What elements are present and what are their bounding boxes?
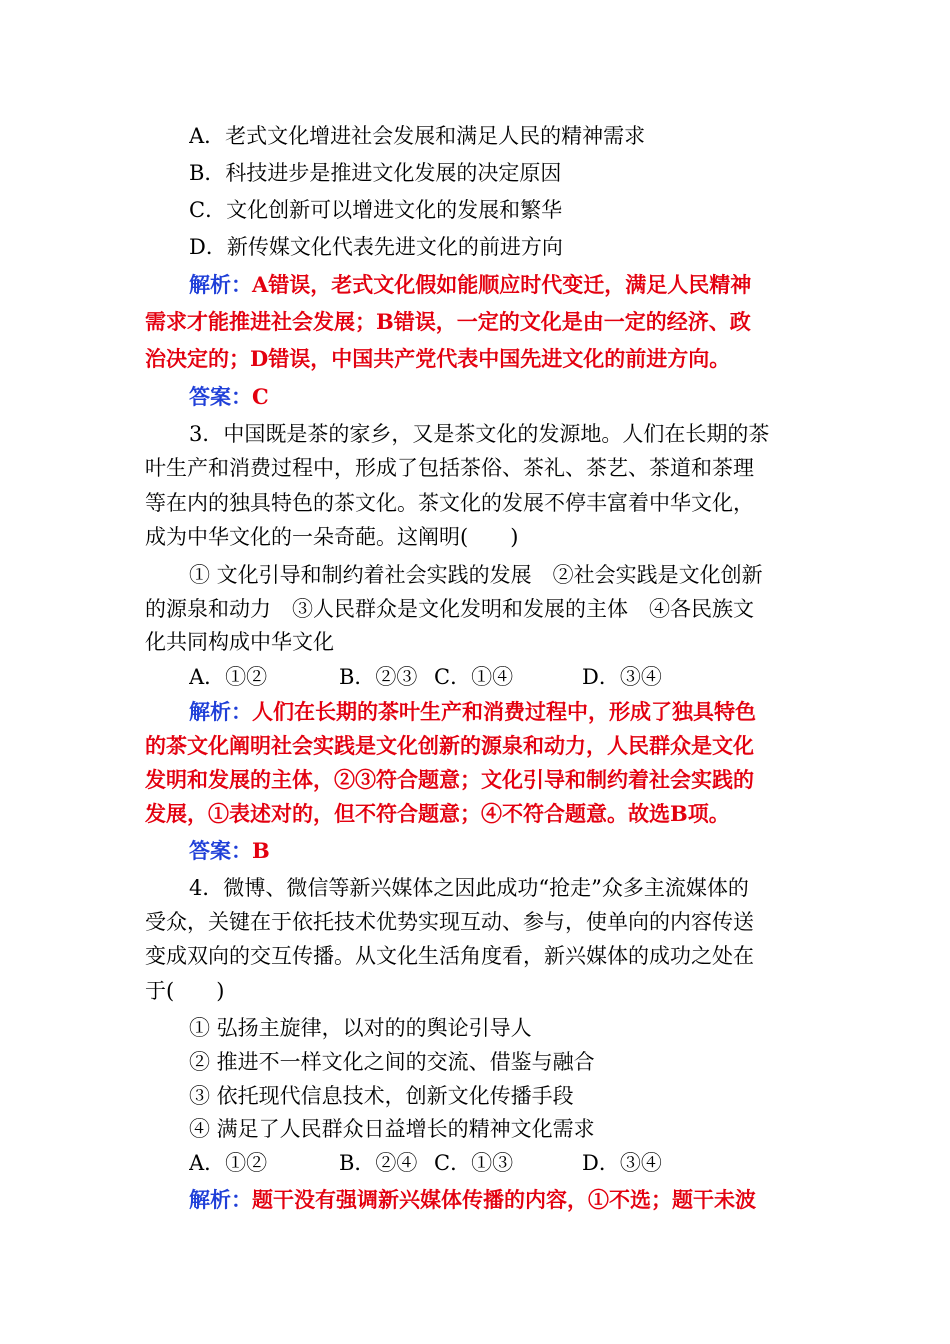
q3-choices [189, 660, 810, 694]
q3-answer-label: 答案： [189, 838, 252, 863]
q3-analysis-label: 解析： [189, 699, 252, 724]
q4-statement-1: ① 弘扬主旋律，以对的的舆论引导人 [189, 1016, 532, 1040]
q3-choice-c: C．①④ [434, 665, 514, 689]
q4-analysis-label: 解析： [189, 1187, 252, 1212]
q4-stem-line-3: 变成双向的交互传播。从文化生活角度看，新兴媒体的成功之处在 [145, 944, 754, 968]
q3-analysis-line-1 [189, 695, 810, 729]
q2-analysis-line-3: 治决定的；D错误，中国共产党代表中国先进文化的前进方向。 [145, 346, 731, 371]
q3-statements-line-3: 化共同构成中华文化 [145, 630, 334, 654]
q2-analysis-text: A错误，老式文化假如能顺应时代变迁，满足人民精神 [252, 272, 752, 297]
q2-analysis-line-1 [189, 268, 810, 302]
q3-analysis-text: 人们在长期的茶叶生产和消费过程中，形成了独具特色 [252, 699, 756, 724]
q2-answer-value: C [252, 384, 269, 409]
q4-analysis-line-1 [189, 1183, 810, 1217]
q2-option-d: D．新传媒文化代表先进文化的前进方向 [189, 235, 563, 259]
q4-statement-2: ② 推进不一样文化之间的交流、借鉴与融合 [189, 1050, 595, 1074]
q3-answer-value: B [252, 838, 270, 863]
q3-choice-d: D．③④ [582, 665, 662, 689]
q4-stem-line-1: 4．微博、微信等新兴媒体之因此成功“抢走”众多主流媒体的 [189, 876, 749, 900]
q4-choice-d: D．③④ [582, 1151, 662, 1175]
q4-statement-4: ④ 满足了人民群众日益增长的精神文化需求 [189, 1117, 595, 1141]
q2-analysis-line-2: 需求才能推进社会发展；B错误，一定的文化是由一定的经济、政 [145, 309, 751, 334]
q2-option-a: A．老式文化增进社会发展和满足人民的精神需求 [189, 124, 646, 148]
q4-analysis-text: 题干没有强调新兴媒体传播的内容，①不选；题干未波 [252, 1187, 756, 1212]
q2-answer-label: 答案： [189, 384, 252, 409]
q3-choice-a: A．①② [189, 665, 268, 689]
q4-stem-line-4: 于( ) [145, 979, 225, 1003]
q3-analysis-line-4: 发展，①表述对的，但不符合题意；④不符合题意。故选B项。 [145, 801, 730, 826]
q4-choice-c: C．①③ [434, 1151, 514, 1175]
q4-choices [189, 1146, 810, 1180]
q2-option-c: C．文化创新可以增进文化的发展和繁华 [189, 198, 563, 222]
q2-answer-line [189, 380, 810, 414]
q3-stem-line-2: 叶生产和消费过程中，形成了包括茶俗、茶礼、茶艺、茶道和茶理 [145, 456, 754, 480]
q3-answer-line [189, 834, 810, 868]
q3-stem-line-3: 等在内的独具特色的茶文化。茶文化的发展不停丰富着中华文化， [145, 491, 754, 515]
q3-stem-line-4: 成为中华文化的一朵奇葩。这阐明( ) [145, 525, 519, 549]
q3-stem-line-1: 3．中国既是茶的家乡，又是茶文化的发源地。人们在长期的茶 [189, 422, 770, 446]
q3-analysis-line-2: 的茶文化阐明社会实践是文化创新的源泉和动力，人民群众是文化 [145, 733, 754, 758]
q3-choice-b: B．②③ [339, 665, 418, 689]
q3-statements-line-2: 的源泉和动力 ③人民群众是文化发明和发展的主体 ④各民族文 [145, 597, 754, 621]
q3-statements-line-1: ① 文化引导和制约着社会实践的发展 ②社会实践是文化创新 [189, 563, 763, 587]
q4-choice-b: B．②④ [339, 1151, 418, 1175]
q2-analysis-label: 解析： [189, 272, 252, 297]
q4-stem-line-2: 受众，关键在于依托技术优势实现互动、参与，使单向的内容传送 [145, 910, 754, 934]
q4-choice-a: A．①② [189, 1151, 268, 1175]
q3-analysis-line-3: 发明和发展的主体，②③符合题意；文化引导和制约着社会实践的 [145, 767, 754, 792]
q2-option-b: B．科技进步是推进文化发展的决定原因 [189, 161, 562, 185]
q4-statement-3: ③ 依托现代信息技术，创新文化传播手段 [189, 1084, 574, 1108]
